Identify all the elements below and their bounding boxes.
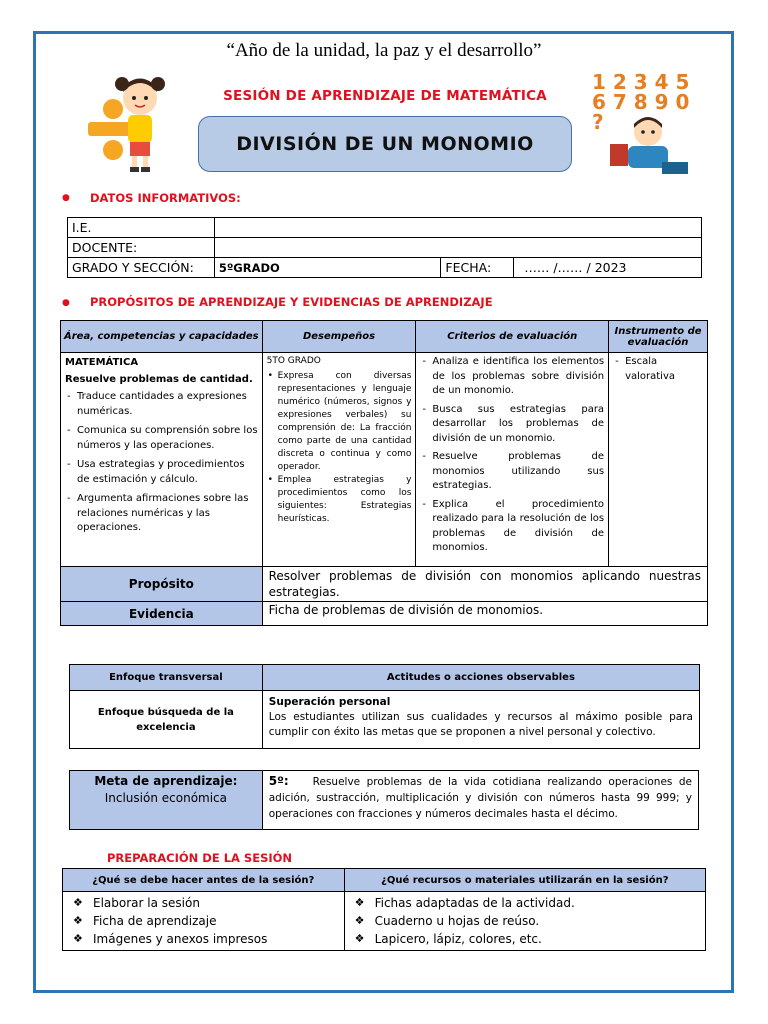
antes-cell: [63, 892, 345, 951]
list-item: - Escala valorativa: [613, 355, 703, 384]
area-cell: [61, 353, 263, 567]
enfoque-col: Enfoque transversal: [70, 665, 263, 691]
ie-field[interactable]: [214, 218, 701, 238]
session-subtitle: SESIÓN DE APRENDIZAJE DE MATEMÁTICA: [223, 88, 547, 104]
recursos-list: [349, 894, 701, 948]
list-item: - Analiza e identifica los elementos de los problemas sobre división de un monomio.: [420, 355, 604, 399]
instrumento-cell: [609, 353, 708, 567]
antes-col: ¿Qué se debe hacer antes de la sesión?: [63, 869, 345, 892]
proposito-label: Propósito: [61, 567, 263, 602]
meta-label: Meta de aprendizaje:: [94, 774, 238, 788]
enfoque-table: [69, 664, 700, 749]
boy-numbers-illustration: [592, 72, 702, 182]
evidencia-label: Evidencia: [61, 602, 263, 626]
girl-math-illustration: [80, 72, 180, 174]
list-item: ❖ Ficha de aprendizaje: [67, 912, 340, 930]
list-item: - Explica el procedimiento realizado para la resolución de los problemas de división de monomios.: [420, 498, 604, 556]
fecha-label: FECHA:: [441, 258, 514, 278]
col-area: Área, competencias y capacidades: [61, 321, 263, 353]
criterios-list: [420, 355, 604, 556]
meta-text-cell: [262, 771, 698, 830]
page-title: DIVISIÓN DE UN MONOMIO: [236, 133, 534, 155]
col-desempenos: Desempeños: [262, 321, 416, 353]
list-item: - Usa estrategias y procedimientos de estimación y cálculo.: [65, 458, 258, 487]
numbers-art: 1 2 3 4 5 6 7 8 9 0 ?: [592, 70, 691, 134]
docente-label: DOCENTE:: [68, 238, 215, 258]
meta-text: Resuelve problemas de la vida cotidiana realizando operaciones de adición, sustracción, multiplicación y división con números hasta 99 999; y operaciones con fracciones y números decimales hasta el décimo.: [268, 776, 692, 820]
criterios-cell: [416, 353, 609, 567]
meta-sublabel: Inclusión económica: [104, 791, 228, 805]
list-item: • Expresa con diversas representaciones y lenguaje numérico (números, signos y expresiones verbales) su comprensión de: La fracción como parte de una cantidad discreta o continua y como operador.: [267, 370, 412, 474]
propositos-heading: PROPÓSITOS DE APRENDIZAJE Y EVIDENCIAS DE APRENDIZAJE: [90, 295, 493, 309]
desempenos-cell: [262, 353, 416, 567]
ie-label: I.E.: [68, 218, 215, 238]
recursos-col: ¿Qué recursos o materiales utilizarán en la sesión?: [344, 869, 705, 892]
propositos-table: [60, 320, 708, 626]
actitudes-cell: [262, 691, 699, 749]
grado-label: GRADO Y SECCIÓN:: [68, 258, 215, 278]
meta-table: [69, 770, 699, 830]
competencia: Resuelve problemas de cantidad.: [65, 373, 253, 385]
motto: “Año de la unidad, la paz y el desarrollo”: [226, 40, 542, 61]
docente-field[interactable]: [214, 238, 701, 258]
fecha-value[interactable]: …… /…… / 2023: [514, 258, 702, 278]
grado-heading: 5TO GRADO: [266, 356, 321, 366]
list-item: ❖ Elaborar la sesión: [67, 894, 340, 912]
desempenos-list: [267, 370, 412, 526]
list-item: - Busca sus estrategias para desarrollar los problemas de división de un monomio.: [420, 403, 604, 447]
grado-value: 5ºGRADO: [214, 258, 441, 278]
proposito-text: Resolver problemas de división con monomios aplicando nuestras estrategias.: [262, 567, 707, 602]
instrumento-list: [613, 355, 703, 384]
list-item: ❖ Lapicero, lápiz, colores, etc.: [349, 930, 701, 948]
title-box: [198, 116, 572, 172]
list-item: ❖ Fichas adaptadas de la actividad.: [349, 894, 701, 912]
capacidades-list: [65, 390, 258, 536]
list-item: • Emplea estrategias y procedimientos como los siguientes: Estrategias heurísticas.: [267, 474, 412, 526]
list-item: - Traduce cantidades a expresiones numéricas.: [65, 390, 258, 419]
list-item: ❖ Cuaderno u hojas de reúso.: [349, 912, 701, 930]
actitud-subtitle: Superación personal: [268, 696, 391, 708]
meta-label-cell: [70, 771, 263, 830]
recursos-cell: [344, 892, 705, 951]
preparacion-table: [62, 868, 706, 951]
area-name: MATEMÁTICA: [65, 357, 139, 368]
col-instrumento: Instrumento de evaluación: [609, 321, 708, 353]
list-item: - Argumenta afirmaciones sobre las relaciones numéricas y las operaciones.: [65, 492, 258, 536]
list-item: - Comunica su comprensión sobre los números y las operaciones.: [65, 424, 258, 453]
actitud-text: Los estudiantes utilizan sus cualidades y recursos al máximo posible para cumplir con éxito las metas que se proponen a nivel personal y colectivo.: [268, 711, 693, 738]
list-item: ❖ Imágenes y anexos impresos: [67, 930, 340, 948]
evidencia-text: Ficha de problemas de división de monomios.: [262, 602, 707, 626]
datos-table: [67, 217, 702, 278]
preparacion-heading: PREPARACIÓN DE LA SESIÓN: [107, 851, 293, 865]
meta-grade: 5º:: [268, 774, 289, 788]
antes-list: [67, 894, 340, 948]
enfoque-name: Enfoque búsqueda de la excelencia: [70, 691, 263, 749]
col-criterios: Criterios de evaluación: [416, 321, 609, 353]
datos-heading: DATOS INFORMATIVOS:: [90, 191, 241, 205]
actitudes-col: Actitudes o acciones observables: [262, 665, 699, 691]
list-item: - Resuelve problemas de monomios utilizando sus estrategias.: [420, 450, 604, 494]
bullet-icon: ●: [62, 298, 70, 308]
bullet-icon: ●: [62, 193, 70, 203]
